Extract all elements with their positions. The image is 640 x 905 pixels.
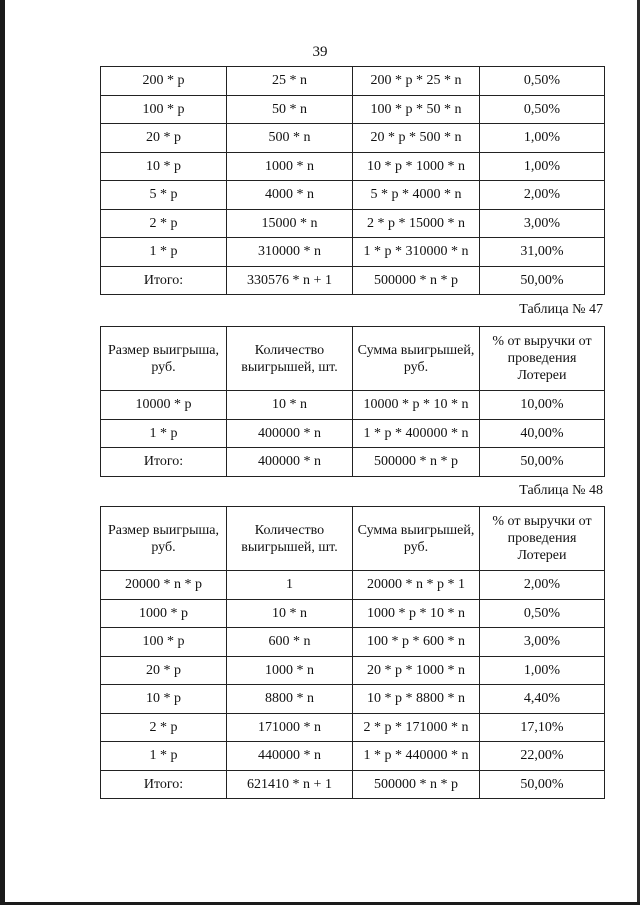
table-row <box>101 124 605 153</box>
cell-revenue-percent: 1,00% <box>480 656 605 685</box>
table-row <box>101 571 605 600</box>
cell-revenue-percent: 2,00% <box>480 181 605 210</box>
cell-prize-sum: 200 * p * 25 * n <box>353 67 480 96</box>
cell-prize-sum: 500000 * n * p <box>353 770 480 799</box>
cell-revenue-percent: 0,50% <box>480 95 605 124</box>
cell-prize-sum: 100 * p * 600 * n <box>353 628 480 657</box>
header-prize-count: Количество выигрышей, шт. <box>227 327 353 391</box>
cell-revenue-percent: 10,00% <box>480 391 605 420</box>
cell-revenue-percent: 3,00% <box>480 628 605 657</box>
table-row <box>101 713 605 742</box>
table-row <box>101 181 605 210</box>
cell-prize-size: 20 * p <box>101 124 227 153</box>
table-row <box>101 391 605 420</box>
cell-prize-count: 440000 * n <box>227 742 353 771</box>
cell-prize-count: 621410 * n + 1 <box>227 770 353 799</box>
table-header-row <box>101 327 605 391</box>
cell-prize-size: 1000 * p <box>101 599 227 628</box>
table-row <box>101 238 605 267</box>
table-row <box>101 599 605 628</box>
cell-revenue-percent: 1,00% <box>480 124 605 153</box>
cell-prize-count: 10 * n <box>227 391 353 420</box>
cell-revenue-percent: 50,00% <box>480 770 605 799</box>
cell-prize-size: Итого: <box>101 266 227 295</box>
table-row <box>101 685 605 714</box>
cell-prize-count: 171000 * n <box>227 713 353 742</box>
cell-revenue-percent: 17,10% <box>480 713 605 742</box>
cell-revenue-percent: 0,50% <box>480 599 605 628</box>
scan-edge-left <box>0 0 5 905</box>
table-row <box>101 628 605 657</box>
table-row <box>101 656 605 685</box>
header-prize-size: Размер выигрыша, руб. <box>101 507 227 571</box>
cell-prize-sum: 500000 * n * p <box>353 266 480 295</box>
cell-prize-count: 15000 * n <box>227 209 353 238</box>
header-revenue-percent: % от выручки от проведения Лотереи <box>480 327 605 391</box>
table-48-caption: Таблица № 48 <box>519 483 603 498</box>
cell-prize-count: 310000 * n <box>227 238 353 267</box>
cell-prize-sum: 20000 * n * p * 1 <box>353 571 480 600</box>
table-row <box>101 152 605 181</box>
header-prize-count: Количество выигрышей, шт. <box>227 507 353 571</box>
table-48 <box>100 506 605 799</box>
cell-prize-sum: 1000 * p * 10 * n <box>353 599 480 628</box>
cell-prize-sum: 1 * p * 310000 * n <box>353 238 480 267</box>
cell-revenue-percent: 1,00% <box>480 152 605 181</box>
cell-prize-size: 10000 * p <box>101 391 227 420</box>
cell-prize-size: 100 * p <box>101 95 227 124</box>
page-number: 39 <box>312 44 328 60</box>
table-row <box>101 742 605 771</box>
cell-prize-count: 500 * n <box>227 124 353 153</box>
cell-revenue-percent: 0,50% <box>480 67 605 96</box>
cell-prize-size: 200 * p <box>101 67 227 96</box>
cell-prize-count: 25 * n <box>227 67 353 96</box>
cell-prize-count: 400000 * n <box>227 419 353 448</box>
cell-revenue-percent: 31,00% <box>480 238 605 267</box>
cell-revenue-percent: 3,00% <box>480 209 605 238</box>
cell-prize-count: 50 * n <box>227 95 353 124</box>
cell-prize-size: 1 * p <box>101 419 227 448</box>
cell-prize-sum: 10 * p * 8800 * n <box>353 685 480 714</box>
cell-prize-count: 400000 * n <box>227 448 353 477</box>
cell-prize-sum: 2 * p * 171000 * n <box>353 713 480 742</box>
cell-prize-count: 1000 * n <box>227 656 353 685</box>
prize-table-continued <box>100 66 605 295</box>
cell-prize-sum: 500000 * n * p <box>353 448 480 477</box>
table-47 <box>100 326 605 477</box>
cell-prize-count: 330576 * n + 1 <box>227 266 353 295</box>
cell-prize-size: 1 * p <box>101 742 227 771</box>
cell-prize-sum: 100 * p * 50 * n <box>353 95 480 124</box>
cell-prize-sum: 2 * p * 15000 * n <box>353 209 480 238</box>
cell-prize-size: Итого: <box>101 770 227 799</box>
cell-revenue-percent: 4,40% <box>480 685 605 714</box>
cell-revenue-percent: 50,00% <box>480 266 605 295</box>
table-row <box>101 770 605 799</box>
cell-prize-size: 1 * p <box>101 238 227 267</box>
cell-prize-size: 20 * p <box>101 656 227 685</box>
table-row <box>101 266 605 295</box>
cell-revenue-percent: 2,00% <box>480 571 605 600</box>
cell-prize-sum: 1 * p * 400000 * n <box>353 419 480 448</box>
cell-prize-count: 600 * n <box>227 628 353 657</box>
table-row <box>101 209 605 238</box>
cell-prize-sum: 1 * p * 440000 * n <box>353 742 480 771</box>
cell-prize-size: Итого: <box>101 448 227 477</box>
table-header-row <box>101 507 605 571</box>
table-row <box>101 419 605 448</box>
cell-revenue-percent: 40,00% <box>480 419 605 448</box>
cell-prize-size: 10 * p <box>101 685 227 714</box>
cell-prize-count: 4000 * n <box>227 181 353 210</box>
cell-prize-sum: 20 * p * 500 * n <box>353 124 480 153</box>
cell-prize-size: 100 * p <box>101 628 227 657</box>
table-47-caption: Таблица № 47 <box>519 302 603 317</box>
cell-prize-sum: 20 * p * 1000 * n <box>353 656 480 685</box>
cell-prize-size: 20000 * n * p <box>101 571 227 600</box>
cell-prize-sum: 5 * p * 4000 * n <box>353 181 480 210</box>
cell-prize-count: 1 <box>227 571 353 600</box>
prize-table-continued-body <box>101 67 605 295</box>
header-prize-size: Размер выигрыша, руб. <box>101 327 227 391</box>
table-row <box>101 95 605 124</box>
cell-prize-size: 10 * p <box>101 152 227 181</box>
header-revenue-percent: % от выручки от проведения Лотереи <box>480 507 605 571</box>
cell-revenue-percent: 50,00% <box>480 448 605 477</box>
cell-prize-size: 5 * p <box>101 181 227 210</box>
header-prize-sum: Сумма выигрышей, руб. <box>353 327 480 391</box>
table-row <box>101 448 605 477</box>
cell-prize-size: 2 * p <box>101 209 227 238</box>
cell-prize-count: 8800 * n <box>227 685 353 714</box>
table-47-body <box>101 391 605 477</box>
header-prize-sum: Сумма выигрышей, руб. <box>353 507 480 571</box>
cell-prize-sum: 10 * p * 1000 * n <box>353 152 480 181</box>
cell-prize-sum: 10000 * p * 10 * n <box>353 391 480 420</box>
cell-prize-size: 2 * p <box>101 713 227 742</box>
table-48-body <box>101 571 605 799</box>
table-row <box>101 67 605 96</box>
cell-prize-count: 10 * n <box>227 599 353 628</box>
cell-revenue-percent: 22,00% <box>480 742 605 771</box>
cell-prize-count: 1000 * n <box>227 152 353 181</box>
